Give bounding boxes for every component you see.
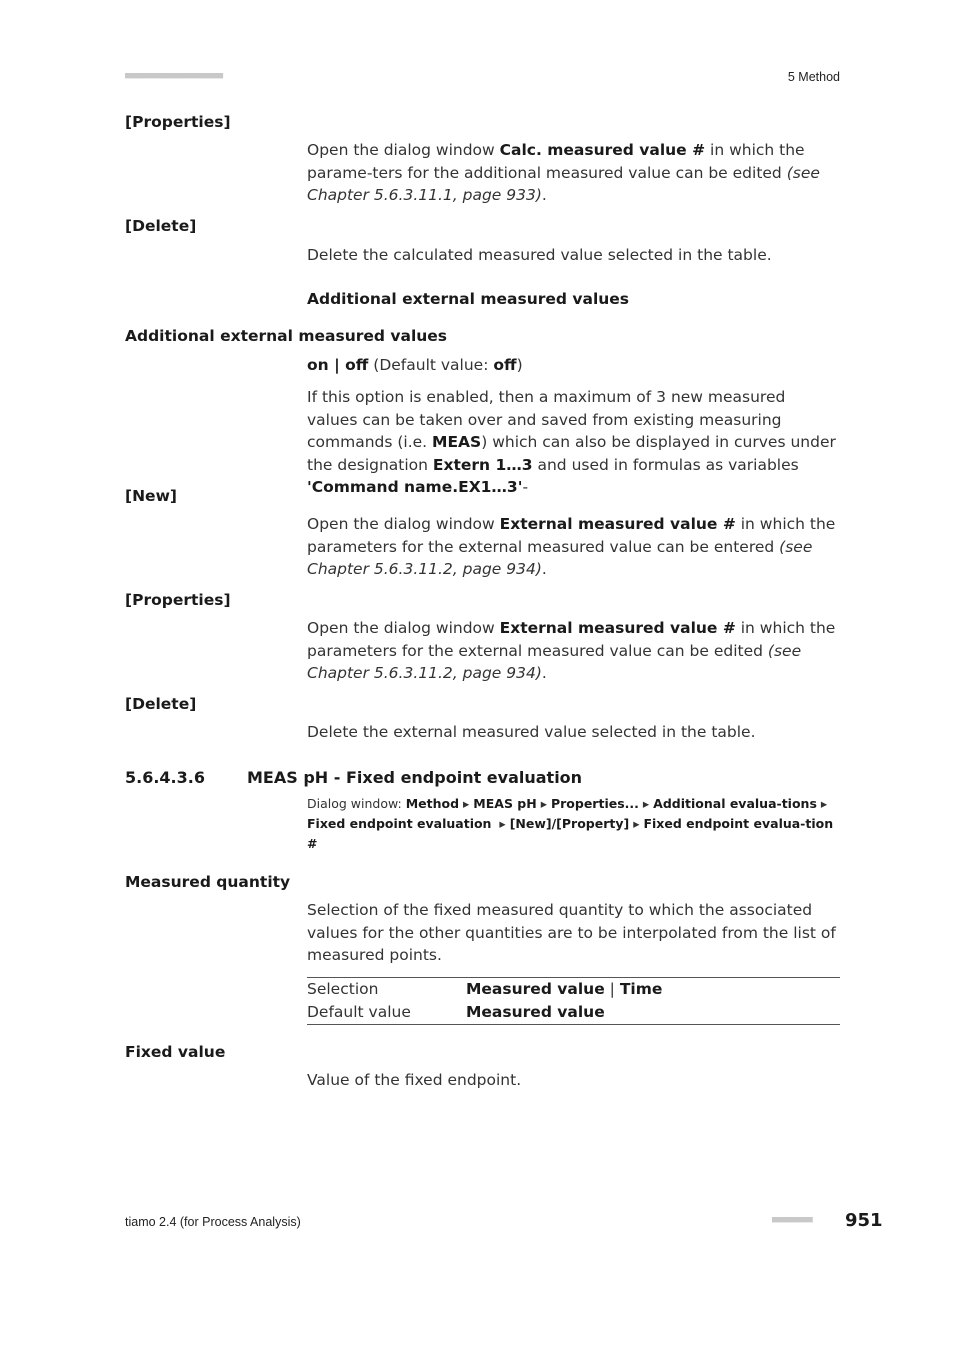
- footer-decoration: ■■■■■■■■■: [772, 1215, 812, 1225]
- properties-label: [Properties]: [125, 113, 231, 131]
- option-values: on | off (Default value: off): [307, 356, 523, 374]
- header-decoration: ■■■■■■■■■■■■■■■■■■■■■■: [125, 71, 223, 81]
- measured-quantity-label: Measured quantity: [125, 873, 291, 891]
- new-description: Open the dialog window External measured value # in which the parameters for the external measured value can be entered (see Chapter 5.6.3.11.2, page 934).: [307, 515, 836, 578]
- fixed-value-description: Value of the fixed endpoint.: [307, 1071, 522, 1089]
- section-title: MEAS pH - Fixed endpoint evaluation: [247, 768, 583, 787]
- chapter-title: 5 Method: [787, 70, 840, 84]
- new-label: [New]: [125, 487, 177, 505]
- chapter-reference: (see Chapter 5.6.3.11.2, page 934): [307, 537, 813, 578]
- delete-description: Delete the calculated measured value selected in the table.: [307, 246, 772, 264]
- footer-product: tiamo 2.4 (for Process Analysis): [125, 1215, 301, 1229]
- subheading: Additional external measured values: [307, 290, 630, 308]
- table-row: Selection Measured value | Time: [307, 980, 663, 998]
- option-description: If this option is enabled, then a maximum of 3 new measured values can be taken over and saved from existing measuring commands (i.e. MEAS) which can also be displayed in curves under the designation Extern 1…3 and used in formulas as variables 'Command name.EX1…3'-: [307, 388, 836, 496]
- measured-quantity-description: Selection of the fixed measured quantity to which the associated values for the other quantities are to be interpolated from the list of measured points.: [307, 901, 836, 964]
- delete-label: [Delete]: [125, 695, 197, 713]
- section-number: 5.6.4.3.6: [125, 768, 205, 787]
- dialog-name: Calc. measured value #: [499, 141, 706, 159]
- table-row: Default value Measured value: [307, 1003, 605, 1021]
- option-label: Additional external measured values: [125, 327, 448, 345]
- parameter-table: [307, 977, 840, 1025]
- delete-label: [Delete]: [125, 217, 197, 235]
- delete-description: Delete the external measured value selected in the table.: [307, 723, 756, 741]
- properties-label: [Properties]: [125, 591, 231, 609]
- chapter-reference: (see Chapter 5.6.3.11.2, page 934): [307, 641, 802, 682]
- chapter-reference: (see Chapter 5.6.3.11.1, page 933): [307, 163, 820, 204]
- page-number: 951: [845, 1210, 883, 1231]
- dialog-path: Dialog window: Method ▸ MEAS pH ▸ Properties... ▸ Additional evalua-tions ▸ Fixed endpoint evaluation ▸ [New]/[Property] ▸ Fixed endpoint evalua-tion #: [307, 796, 834, 851]
- properties-description: Open the dialog window Calc. measured value # in which the parame-ters for the additional measured value can be edited (see Chapter 5.6.3.11.1, page 933).: [307, 141, 820, 204]
- properties-description: Open the dialog window External measured value # in which the parameters for the external measured value can be edited (see Chapter 5.6.3.11.2, page 934).: [307, 619, 836, 682]
- fixed-value-label: Fixed value: [125, 1043, 226, 1061]
